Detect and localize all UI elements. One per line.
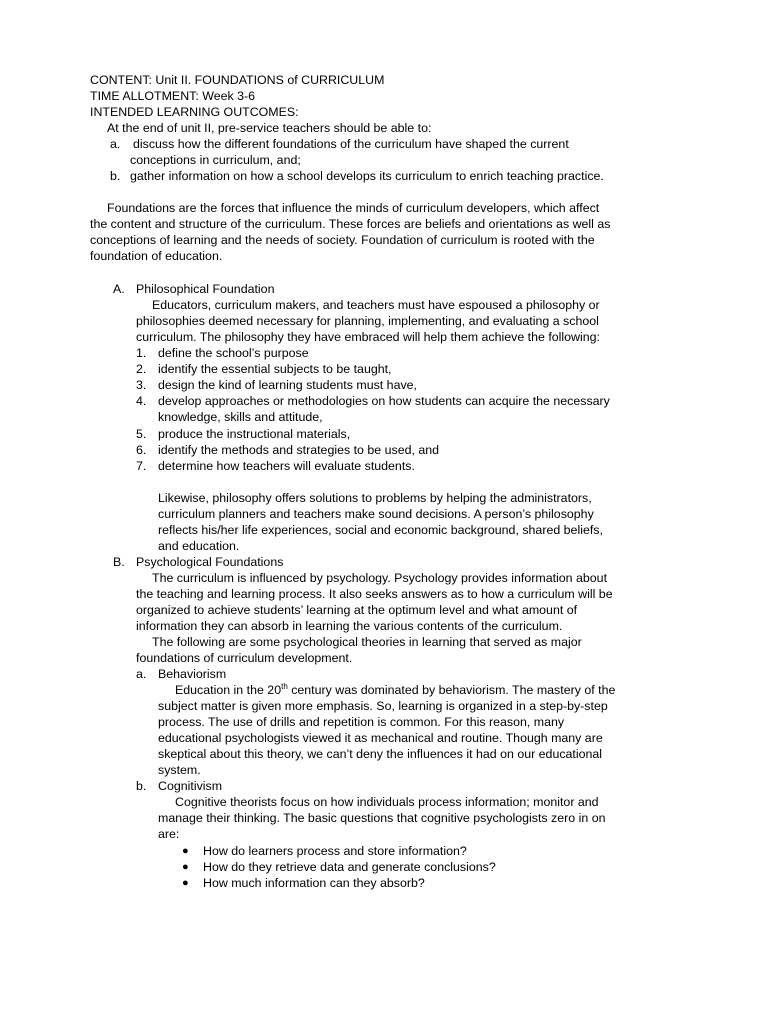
content-line: CONTENT: Unit II. FOUNDATIONS of CURRICULUM [90,73,385,87]
intro-line: Foundations are the forces that influence the minds of curriculum developers, which affect [107,201,600,215]
list-number: 6. [136,443,147,457]
intro-line: foundation of education. [90,249,223,263]
section-a-title: Philosophical Foundation [136,282,275,296]
likewise-line: reflects his/her life experiences, social and economic background, shared beliefs, [158,523,603,537]
section-a-para: curriculum. The philosophy they have embraced will help them achieve the following: [136,330,600,344]
outcome-a-text-cont: conceptions in curriculum, and; [130,153,301,167]
likewise-line: Likewise, philosophy offers solutions to problems by helping the administrators, [158,491,592,505]
list-item: identify the essential subjects to be taught, [158,362,392,376]
behaviorism-line: process. The use of drills and repetition is common. For this reason, many [158,715,565,729]
cognitivism-line: Cognitive theorists focus on how individuals process information; monitor and [175,795,599,809]
bullet-icon: ● [182,877,189,889]
cognitivism-line: manage their thinking. The basic questions that cognitive psychologists zero in on [158,811,606,825]
outcome-a-marker: a. [110,137,121,151]
list-number: 3. [136,378,147,392]
bullet-item: How do learners process and store information? [203,844,467,858]
list-item-cont: knowledge, skills and attitude, [158,410,323,424]
list-number: 1. [136,346,147,360]
intro-line: conceptions of learning and the needs of society. Foundation of curriculum is rooted with the [90,233,595,247]
list-item: determine how teachers will evaluate students. [158,459,415,473]
cognitivism-line: are: [158,827,180,841]
bullet-item: How do they retrieve data and generate conclusions? [203,860,496,874]
outcome-b-text: gather information on how a school develops its curriculum to enrich teaching practice. [130,169,604,183]
outcomes-heading: INTENDED LEARNING OUTCOMES: [90,105,299,119]
behaviorism-title: Behaviorism [158,667,227,681]
section-a-para: philosophies deemed necessary for planning, implementing, and evaluating a school [136,314,599,328]
list-item: design the kind of learning students must have, [158,378,417,392]
behaviorism-first-line: Education in the 20th century was dominated by behaviorism. The mastery of the [175,681,616,697]
section-b-para: The curriculum is influenced by psychology. Psychology provides information about [152,571,608,585]
section-b-marker: B. [113,555,125,569]
section-b-title: Psychological Foundations [136,555,284,569]
section-b-para2: foundations of curriculum development. [136,651,353,665]
cognitivism-title: Cognitivism [158,779,223,793]
outcome-b-marker: b. [110,169,121,183]
list-item: develop approaches or methodologies on how students can acquire the necessary [158,394,610,408]
list-item: produce the instructional materials, [158,427,351,441]
cognitivism-marker: b. [136,779,147,793]
section-a-para: Educators, curriculum makers, and teachers must have espoused a philosophy or [152,298,600,312]
outcome-a-text: discuss how the different foundations of the curriculum have shaped the current [133,137,569,151]
behaviorism-line: educational psychologists viewed it as mechanical and routine. Though many are [158,731,603,745]
list-number: 7. [136,459,147,473]
bullet-icon: ● [182,845,189,857]
intro-line: the content and structure of the curriculum. These forces are beliefs and orientations as well as [90,217,611,231]
list-item: define the school’s purpose [158,346,309,360]
list-number: 5. [136,427,147,441]
bullet-item: How much information can they absorb? [203,876,425,890]
behaviorism-line: subject matter is given more emphasis. So, learning is organized in a step-by-step [158,699,608,713]
bullet-icon: ● [182,861,189,873]
list-item: identify the methods and strategies to be used, and [158,443,440,457]
behaviorism-line: skeptical about this theory, we can’t deny the influences it had on our educational [158,747,603,761]
likewise-line: curriculum planners and teachers make sound decisions. A person’s philosophy [158,507,594,521]
section-b-para2: The following are some psychological theories in learning that served as major [152,635,582,649]
list-number: 2. [136,362,147,376]
section-b-para: organized to achieve students’ learning at the optimum level and what amount of [136,603,578,617]
section-b-para: information they can absorb in learning the various contents of the curriculum. [136,619,563,633]
behaviorism-marker: a. [136,667,147,681]
section-b-para: the teaching and learning process. It also seeks answers as to how a curriculum will be [136,587,613,601]
time-allotment-line: TIME ALLOTMENT: Week 3-6 [90,89,256,103]
likewise-line: and education. [158,539,240,553]
outcomes-intro: At the end of unit II, pre-service teachers should be able to: [107,121,432,135]
section-a-marker: A. [113,282,125,296]
behaviorism-line: system. [158,763,201,777]
list-number: 4. [136,394,147,408]
